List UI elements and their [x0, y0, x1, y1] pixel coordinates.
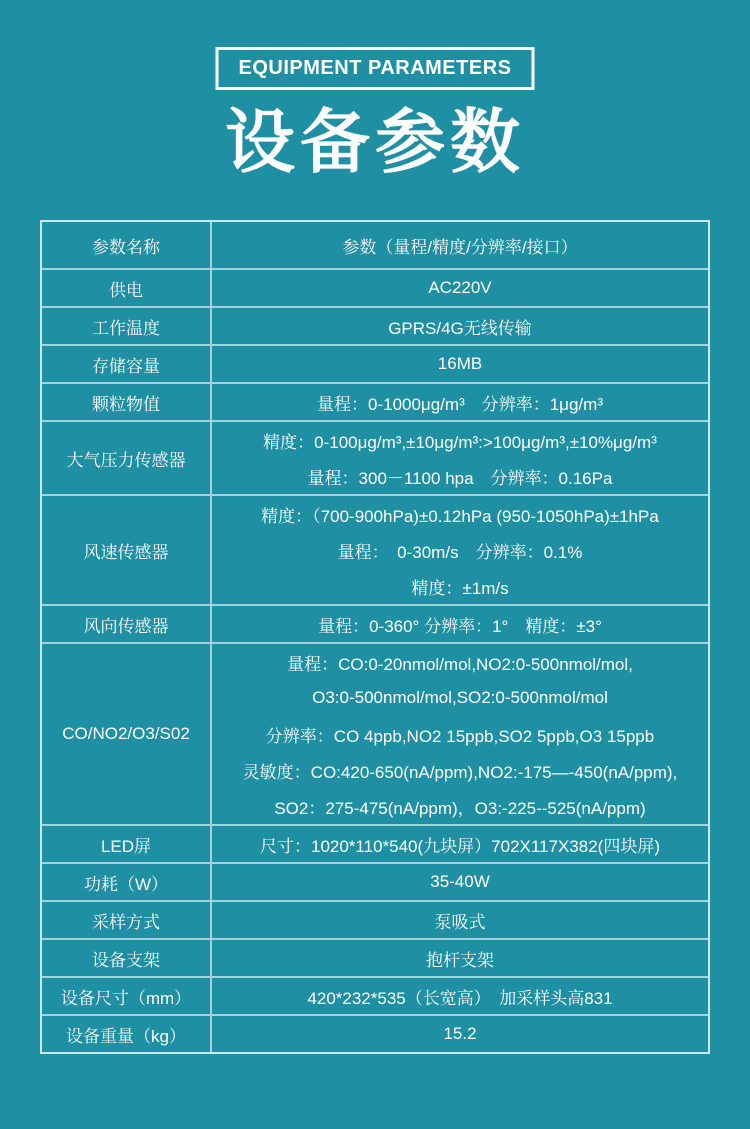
param-value: 量程：0-360° 分辨率：1° 精度：±3° [318, 616, 602, 636]
table-row [42, 940, 708, 978]
param-name: 参数名称 [42, 222, 212, 268]
param-name: 设备支架 [42, 940, 212, 976]
table-row [42, 222, 708, 270]
param-name: 功耗（W） [42, 864, 212, 900]
param-value: 尺寸：1020*110*540(九块屏）702X117X382(四块屏) [259, 836, 660, 856]
param-name: 工作温度 [42, 308, 212, 344]
param-value: 量程：0-1000μg/m³ 分辨率：1μg/m³ [317, 394, 603, 414]
param-value: 16MB [437, 354, 483, 373]
param-value: 参数（量程/精度/分辨率/接口） [342, 237, 578, 257]
table-row [42, 864, 708, 902]
param-name: 大气压力传感器 [42, 422, 212, 494]
param-value: 泵吸式 [434, 912, 486, 932]
equipment-parameters-label: EQUIPMENT PARAMETERS [238, 57, 512, 79]
param-value: GPRS/4G无线传输 [388, 318, 532, 338]
table-row [42, 1016, 708, 1052]
page-title: 设备参数 [225, 103, 525, 181]
table-row [42, 346, 708, 384]
param-name: LED屏 [42, 826, 212, 862]
param-name: 风向传感器 [42, 606, 212, 642]
param-value: 抱杆支架 [426, 950, 494, 970]
table-row [42, 902, 708, 940]
table-row [42, 644, 708, 826]
param-name: 颗粒物值 [42, 384, 212, 420]
table-row [42, 606, 708, 644]
parameters-table [40, 220, 710, 1054]
param-name: 供电 [42, 270, 212, 306]
param-value: 精度：（700-900hPa)±0.12hPa (950-1050hPa)±1hPa 量程： 0-30m/s 分辨率：0.1% 精度：±1m/s [261, 506, 659, 598]
param-value: 15.2 [443, 1024, 477, 1043]
table-row [42, 496, 708, 606]
table-row [42, 978, 708, 1016]
param-value: 精度：0-100μg/m³,±10μg/m³:>100μg/m³,±10%μg/m³ 量程：300－1100 hpa 分辨率：0.16Pa [263, 432, 657, 488]
param-name: 设备尺寸（mm） [42, 978, 212, 1014]
table-row [42, 308, 708, 346]
param-name: 设备重量（kg） [42, 1016, 212, 1052]
param-value: 420*232*535（长宽高） 加采样头高831 [307, 988, 613, 1008]
param-value: 35-40W [430, 872, 490, 891]
param-value: 量程：CO:0-20nmol/mol,NO2:0-500nmol/mol, O3:0-500nmol/mol,SO2:0-500nmol/mol 分辨率：CO 4ppb,NO2 15ppb,SO2 5ppb,O3 15ppb 灵敏度：CO:420-650(nA/ppm),NO2:-175—-450(nA/ppm), SO2：275-475(nA/ppm)，O3:-225--525(nA/ppm) [242, 654, 678, 818]
table-row [42, 270, 708, 308]
table-row [42, 384, 708, 422]
param-name: 存储容量 [42, 346, 212, 382]
table-row [42, 826, 708, 864]
param-name: CO/NO2/O3/S02 [42, 644, 212, 824]
param-name: 风速传感器 [42, 496, 212, 604]
table-row [42, 422, 708, 496]
param-value: AC220V [428, 278, 492, 297]
param-name: 采样方式 [42, 902, 212, 938]
equipment-parameters-badge [216, 47, 535, 90]
